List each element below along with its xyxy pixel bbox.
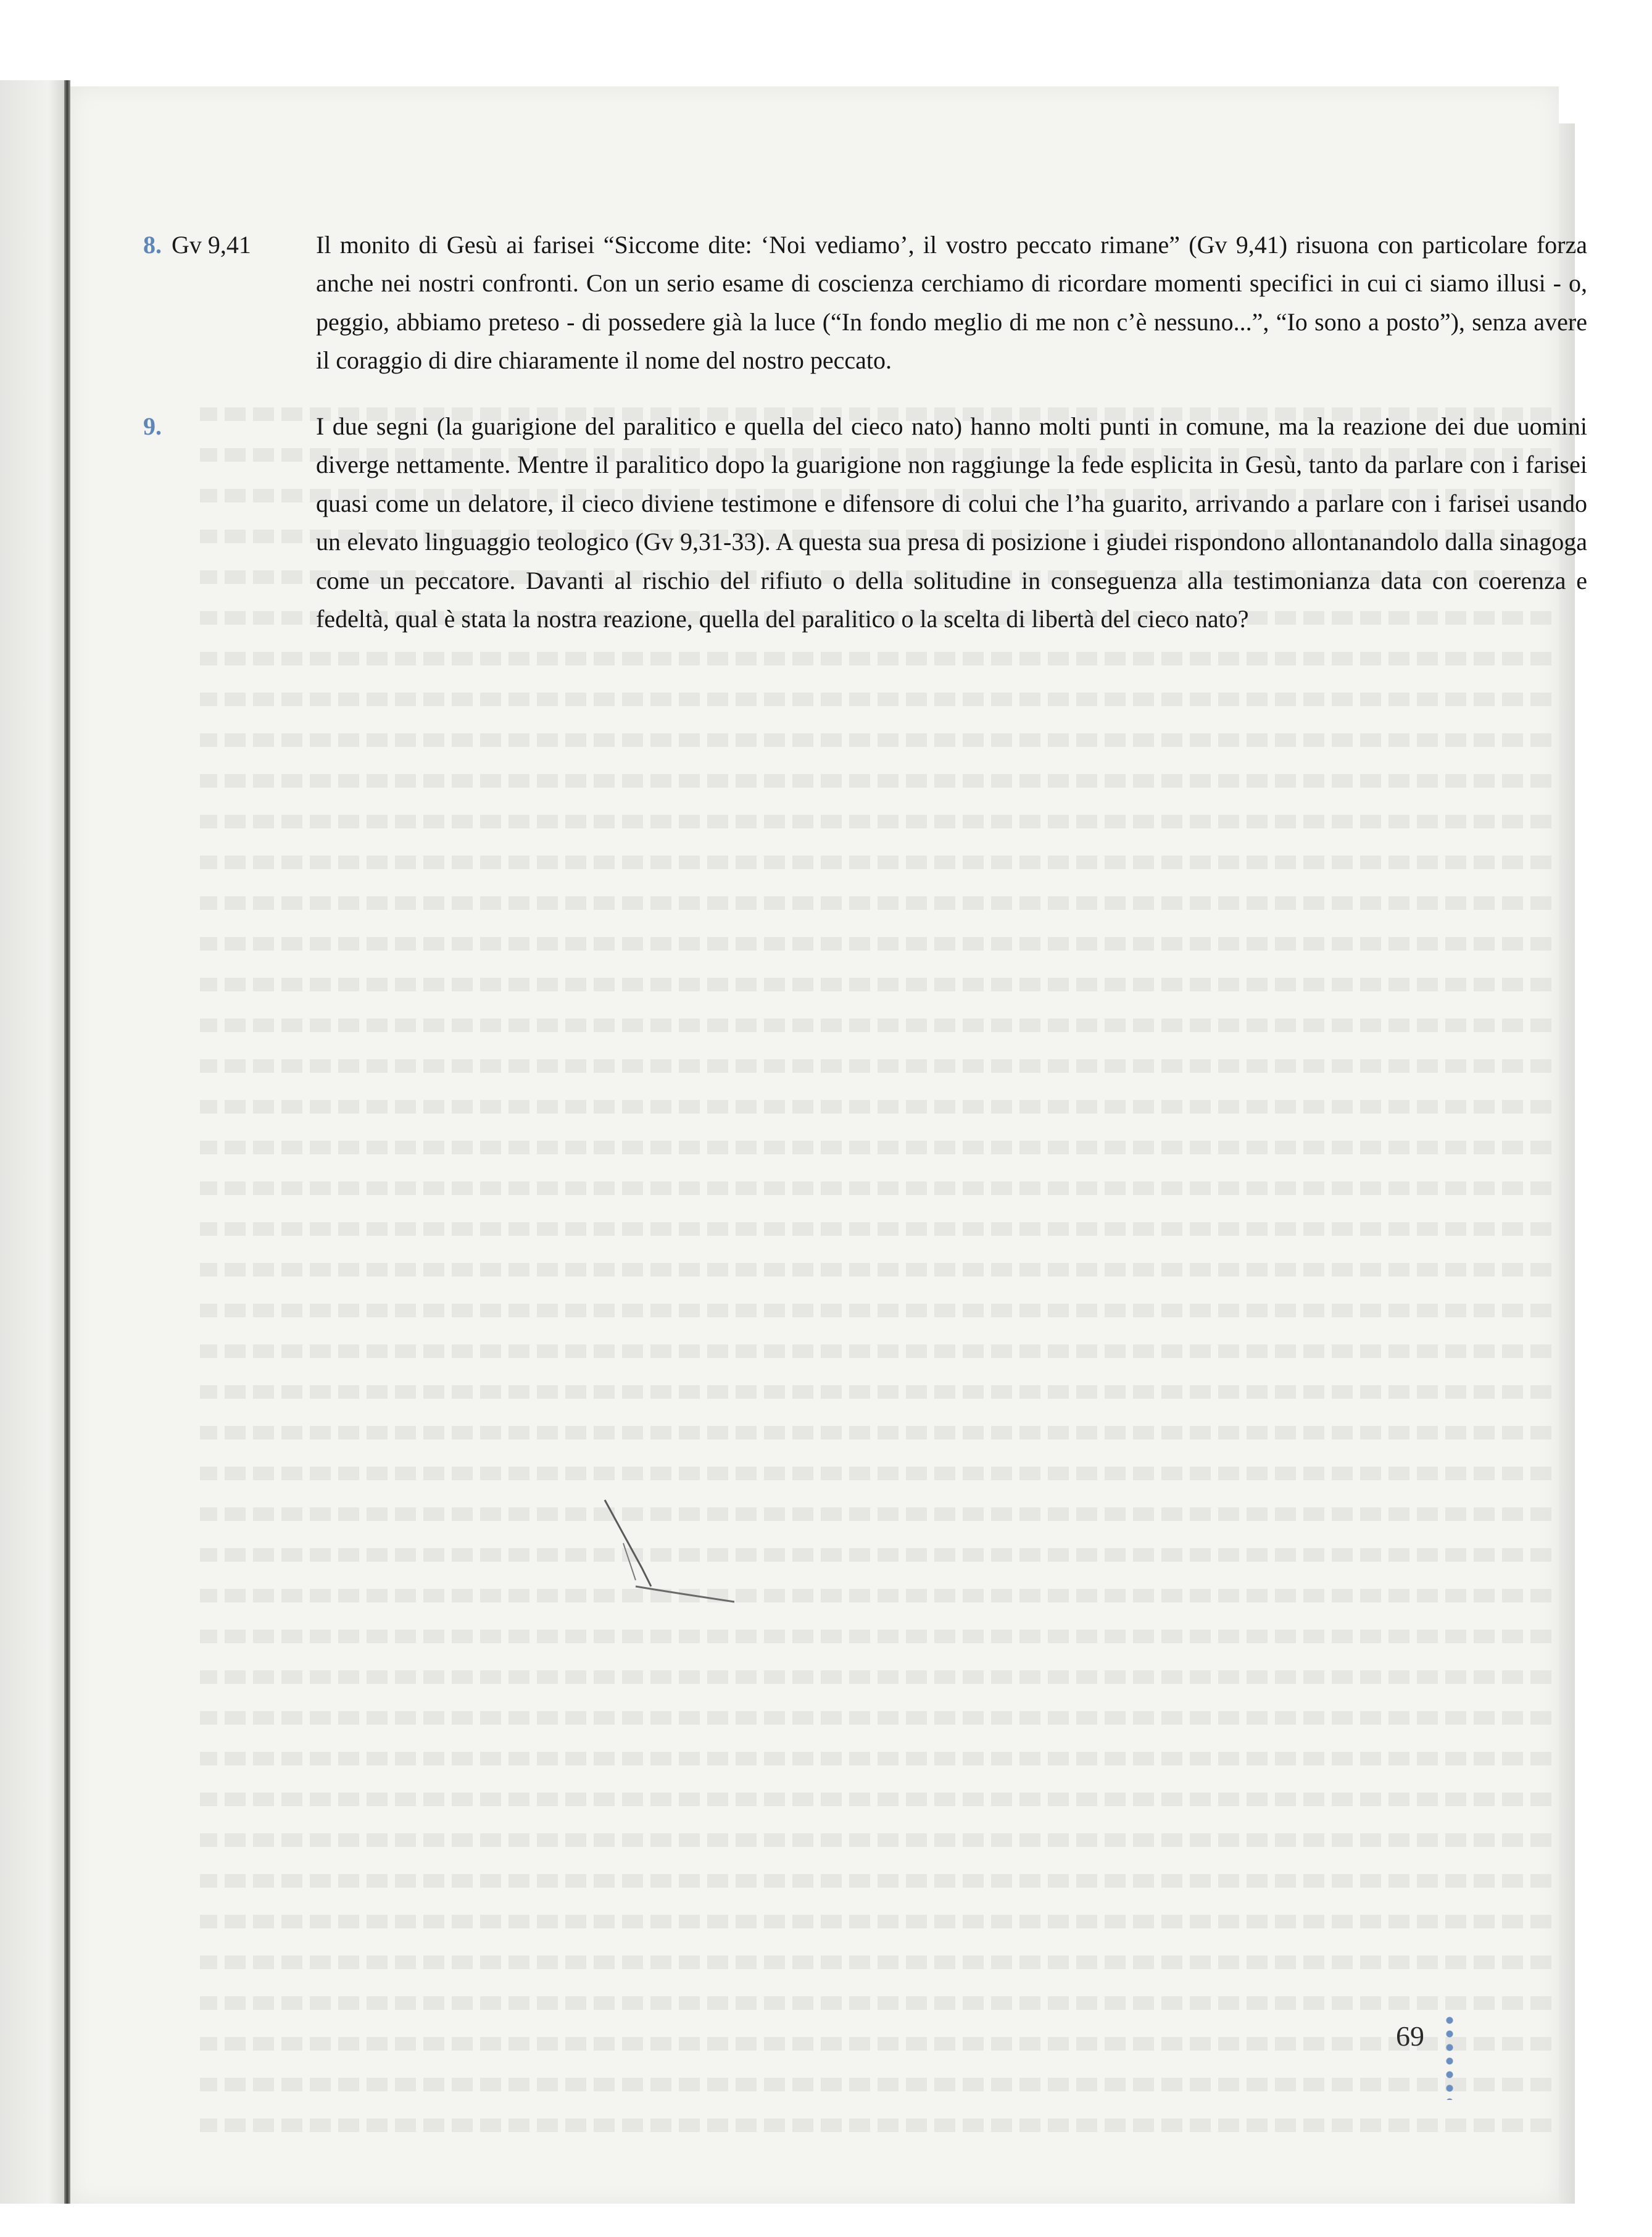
note-number: 9.: [143, 412, 162, 440]
page-number-dots: [1445, 2014, 1454, 2100]
note-text: I due segni (la guarigione del paralitico e quella del cieco nato) hanno molti punti in comune, ma la reazione dei due uomini diverge nettamente. Mentre il paralitico dopo la guarigione non raggiunge la fede esplicita in Gesù, tanto da parlare con i farisei quasi come un delatore, il cieco diviene testimone e difensore di colui che l’ha guarito, arrivando a parlare con i farisei usando un elevato linguaggio teologico (Gv 9,31-33). A questa sua presa di posizione i giudei rispondono allontanandolo dalla sinagoga come un peccatore. Davanti al rischio del rifiuto o della solitudine in conseguenza alla testimonianza data con coerenza e fedeltà, qual è stata la nostra reazione, quella del paralitico o la scelta di libertà del cieco nato?: [316, 412, 1587, 633]
note-number: 8.: [143, 231, 162, 259]
page-number: 69: [1396, 2020, 1424, 2052]
note-reference-text: Gv 9,41: [172, 231, 251, 259]
pen-mark: [599, 1494, 747, 1636]
note-text: Il monito di Gesù ai farisei “Siccome dite: ‘Noi vediamo’, il vostro peccato rimane” (Gv 9,41) risuona con particolare forza anche nei nostri confronti. Con un serio esame di coscienza cerchiamo di ricordare momenti specifici in cui ci siamo illusi - o, peggio, abbiamo preteso - di possedere già la luce (“In fondo meglio di me non c’è nessuno...”, “Io sono a posto”), senza avere il coraggio di dire chiaramente il nome del nostro peccato.: [316, 231, 1587, 375]
note-reference: [159, 226, 251, 264]
